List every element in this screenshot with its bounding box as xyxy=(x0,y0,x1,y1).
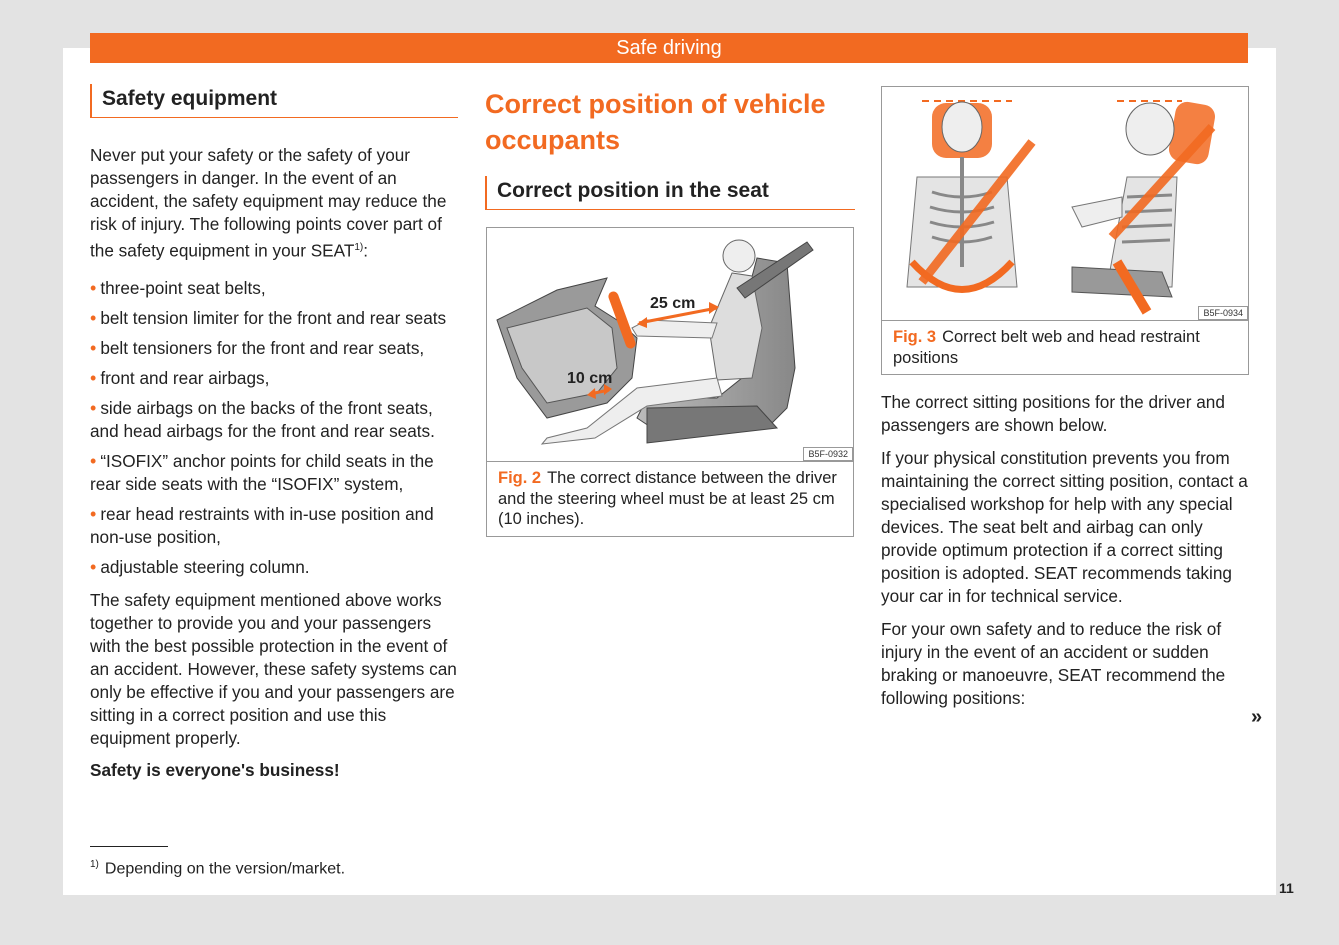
list-item xyxy=(90,307,458,330)
label-25cm: 25 cm xyxy=(650,295,696,312)
figure-3-code: B5F-0934 xyxy=(1198,306,1248,320)
list-item-text: adjustable steering column. xyxy=(100,556,310,577)
page-number: 11 xyxy=(1279,880,1294,896)
section-title-seat-position: Correct position in the seat xyxy=(485,176,855,210)
figure-2-caption xyxy=(487,461,853,536)
paragraph-1: The correct sitting positions for the driver and passengers are shown below. xyxy=(881,392,1225,435)
footnote xyxy=(90,859,345,878)
column-middle xyxy=(485,84,855,537)
paragraph-3: For your own safety and to reduce the risk of injury in the event of an accident or sudden braking or manoeuvre, SEAT recommend the following positions: xyxy=(881,619,1226,708)
label-10cm: 10 cm xyxy=(567,370,613,387)
driver-seat-illustration xyxy=(487,228,853,461)
belt-restraint-illustration xyxy=(882,87,1248,320)
bullet-icon: • xyxy=(90,556,97,577)
figure-3-caption-text: Correct belt web and head restraint positions xyxy=(893,328,1200,367)
list-item xyxy=(90,450,458,496)
list-item-text: rear head restraints with in-use position and non-use position, xyxy=(90,503,434,547)
section-title-safety-equipment: Safety equipment xyxy=(90,84,458,118)
figure-2-number: Fig. 2 xyxy=(498,469,542,487)
bullet-icon: • xyxy=(90,277,97,298)
equipment-list xyxy=(90,277,458,579)
list-item-text: side airbags on the backs of the front seats, and head airbags for the front and rear seats. xyxy=(90,397,435,441)
list-item-text: belt tensioners for the front and rear seats, xyxy=(100,337,425,358)
figure-3 xyxy=(881,86,1249,375)
list-item-text: “ISOFIX” anchor points for child seats in the rear side seats with the “ISOFIX” system, xyxy=(90,450,434,494)
figure-3-image xyxy=(882,87,1248,320)
column-left xyxy=(90,84,458,781)
column-right xyxy=(881,86,1249,710)
main-title: Correct position of vehicle occupants xyxy=(485,89,826,155)
list-item xyxy=(90,337,458,360)
list-item-text: belt tension limiter for the front and rear seats xyxy=(100,307,447,328)
bullet-icon: • xyxy=(90,450,97,471)
intro-end: : xyxy=(363,240,369,261)
figure-2-image xyxy=(487,228,853,461)
footnote-ref: 1) xyxy=(354,242,364,253)
list-item xyxy=(90,397,458,443)
footnote-text: Depending on the version/market. xyxy=(104,860,346,878)
bullet-icon: • xyxy=(90,307,97,328)
figure-3-caption xyxy=(882,320,1248,374)
paragraph-2: If your physical constitution prevents you from maintaining the correct sitting position, contact a specialised workshop for help with any special devices. The seat belt and airbag can only provide optimum protection if a correct sitting position is adopted. SEAT recommends taking your car in for technical service. xyxy=(881,448,1248,606)
list-item xyxy=(90,367,458,390)
list-item xyxy=(90,277,458,300)
list-item-text: three-point seat belts, xyxy=(100,277,266,298)
bullet-icon: • xyxy=(90,503,97,524)
figure-2 xyxy=(486,227,854,537)
footnote-mark: 1) xyxy=(90,859,99,870)
continue-marker: » xyxy=(1251,706,1263,728)
list-item xyxy=(90,556,458,579)
list-item xyxy=(90,503,458,549)
intro-text: Never put your safety or the safety of your passengers in danger. In the event of an accident, the safety equipment may reduce the risk of injury. The following points cover part of the safety equipment in your SEAT xyxy=(90,145,447,261)
bullet-icon: • xyxy=(90,367,97,388)
figure-2-code: B5F-0932 xyxy=(803,447,853,461)
list-item-text: front and rear airbags, xyxy=(100,367,270,388)
figure-3-number: Fig. 3 xyxy=(893,328,937,346)
bullet-icon: • xyxy=(90,397,97,418)
bullet-icon: • xyxy=(90,337,97,358)
footnote-rule xyxy=(90,846,168,847)
page-header: Safe driving xyxy=(90,33,1248,63)
intro-paragraph xyxy=(90,144,458,263)
safety-slogan: Safety is everyone's business! xyxy=(90,759,340,780)
figure-2-caption-text: The correct distance between the driver and the steering wheel must be at least 25 cm (10 inches). xyxy=(498,469,837,528)
summary-paragraph: The safety equipment mentioned above works together to provide you and your passengers with the best possible protection in the event of an accident. However, these safety systems can only be effective if you and your passengers are sitting in a correct position and use this equipment properly. xyxy=(90,589,457,748)
